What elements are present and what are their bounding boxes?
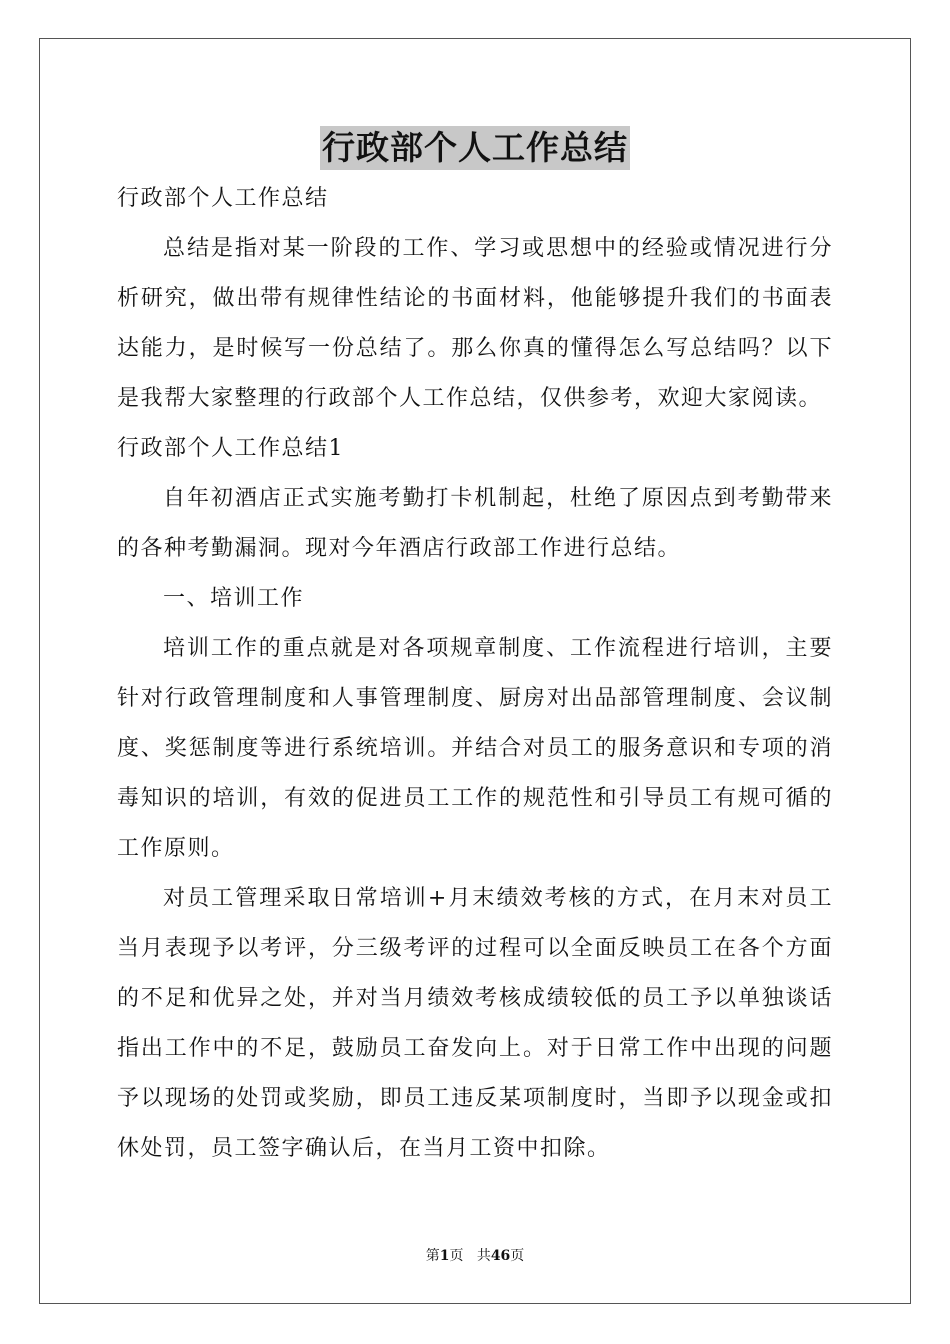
body-paragraph: 对员工管理采取日常培训+月末绩效考核的方式，在月末对员工当月表现予以考评，分三级考评的过程可以全面反映员工在各个方面的不足和优异之处，并对当月绩效考核成绩较低的员工予以单独谈话指出工作中的不足，鼓励员工奋发向上。对于日常工作中出现的问题予以现场的处罚或奖励，即员工违反某项制度时，当即予以现金或扣休处罚，员工签字确认后，在当月工资中扣除。 (117, 886, 833, 1161)
document-title: 行政部个人工作总结 (320, 126, 630, 170)
total-prefix: 共 (476, 1248, 491, 1264)
subtitle-paragraph: 行政部个人工作总结 (117, 186, 329, 211)
intro-paragraph: 总结是指对某一阶段的工作、学习或思想中的经验或情况进行分析研究，做出带有规律性结论的书面材料，他能够提升我们的书面表达能力，是时候写一份总结了。那么你真的懂得怎么写总结吗？以下是我帮大家整理的行政部个人工作总结，仅供参考，欢迎大家阅读。 (117, 236, 833, 411)
title-container (0, 126, 950, 170)
section-heading: 行政部个人工作总结1 (117, 436, 344, 461)
body-paragraph: 培训工作的重点就是对各项规章制度、工作流程进行培训，主要针对行政管理制度和人事管理制度、厨房对出品部管理制度、会议制度、奖惩制度等进行系统培训。并结合对员工的服务意识和专项的消毒知识的培训，有效的促进员工工作的规范性和引导员工有规可循的工作原则。 (117, 636, 833, 861)
page-prefix: 第 (425, 1248, 440, 1264)
total-pages: 46 (490, 1248, 511, 1264)
total-suffix: 页 (510, 1248, 525, 1264)
body-paragraph: 自年初酒店正式实施考勤打卡机制起，杜绝了原因点到考勤带来的各种考勤漏洞。现对今年酒店行政部工作进行总结。 (117, 486, 833, 561)
subsection-heading: 一、培训工作 (163, 586, 305, 611)
page-number: 1 (439, 1248, 450, 1264)
page-suffix: 页 (449, 1248, 464, 1264)
document-body (117, 174, 833, 1174)
page-footer (0, 1246, 950, 1266)
